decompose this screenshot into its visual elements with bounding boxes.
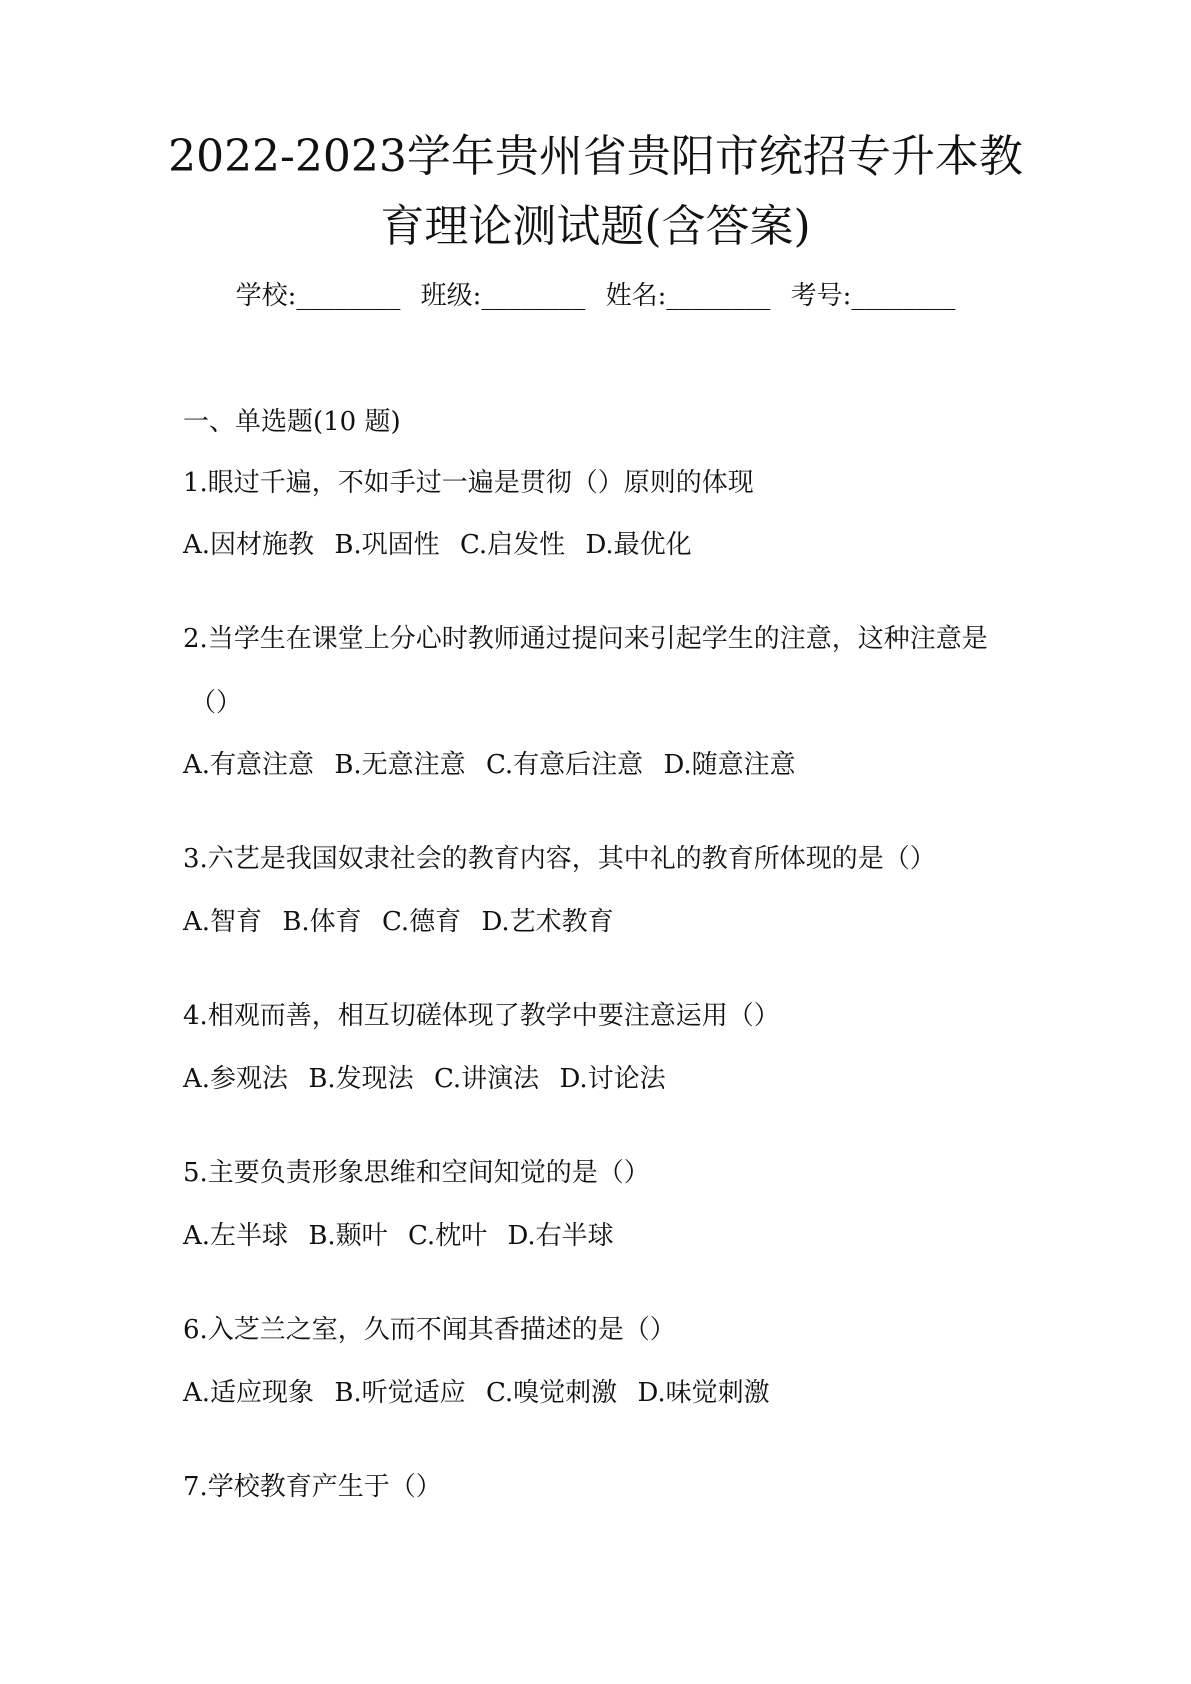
option-a: A.左半球 bbox=[183, 1221, 289, 1251]
option-b: B.听觉适应 bbox=[334, 1378, 466, 1408]
option-a: A.因材施教 bbox=[183, 530, 315, 560]
option-d: D.右半球 bbox=[507, 1221, 614, 1251]
question-stem: 3.六艺是我国奴隶社会的教育内容，其中礼的教育所体现的是（） bbox=[183, 844, 936, 874]
question-options bbox=[183, 525, 704, 565]
option-c: C.枕叶 bbox=[407, 1221, 488, 1251]
option-c: C.讲演法 bbox=[433, 1064, 540, 1094]
question-stem: 5.主要负责形象思维和空间知觉的是（） bbox=[183, 1158, 650, 1188]
school-field: 学校:________ bbox=[235, 281, 401, 311]
question-options bbox=[183, 1216, 626, 1256]
option-b: B.发现法 bbox=[308, 1064, 414, 1094]
option-c: C.德育 bbox=[381, 907, 462, 937]
question-stem: 7.学校教育产生于（） bbox=[183, 1472, 442, 1502]
question-options bbox=[183, 1373, 782, 1413]
option-d: D.艺术教育 bbox=[481, 907, 614, 937]
option-c: C.有意后注意 bbox=[485, 750, 644, 780]
question-options bbox=[183, 1059, 678, 1099]
option-a: A.适应现象 bbox=[183, 1378, 315, 1408]
question-stem: 4.相观而善，相互切磋体现了教学中要注意运用（） bbox=[183, 1001, 780, 1031]
question-stem: 2.当学生在课堂上分心时教师通过提问来引起学生的注意，这种注意是 bbox=[183, 624, 988, 654]
class-field: 班级:________ bbox=[420, 281, 586, 311]
student-info-row bbox=[0, 276, 1191, 316]
title-line-1: 2022-2023学年贵州省贵阳市统招专升本教 bbox=[168, 131, 1023, 182]
option-b: B.体育 bbox=[282, 907, 362, 937]
option-b: B.颞叶 bbox=[308, 1221, 388, 1251]
section-heading: 一、单选题(10 题) bbox=[183, 407, 401, 437]
option-b: B.巩固性 bbox=[334, 530, 440, 560]
exam-number-field: 考号:________ bbox=[790, 281, 956, 311]
question-options bbox=[183, 902, 626, 942]
option-a: A.有意注意 bbox=[183, 750, 315, 780]
title-line-2: 育理论测试题(含答案) bbox=[380, 201, 811, 252]
option-d: D.随意注意 bbox=[663, 750, 796, 780]
option-d: D.讨论法 bbox=[559, 1064, 666, 1094]
question-stem: 1.眼过千遍，不如手过一遍是贯彻（）原则的体现 bbox=[183, 468, 754, 498]
question-options bbox=[183, 745, 808, 785]
option-a: A.智育 bbox=[183, 907, 263, 937]
question-stem: 6.入芝兰之室，久而不闻其香描述的是（） bbox=[183, 1315, 676, 1345]
option-d: D.味觉刺激 bbox=[637, 1378, 770, 1408]
option-d: D.最优化 bbox=[585, 530, 692, 560]
question-stem-continued: （） bbox=[190, 688, 243, 718]
option-c: C.嗅觉刺激 bbox=[485, 1378, 618, 1408]
option-c: C.启发性 bbox=[459, 530, 566, 560]
name-field: 姓名:________ bbox=[605, 281, 771, 311]
option-a: A.参观法 bbox=[183, 1064, 289, 1094]
page-title bbox=[100, 122, 1091, 262]
option-b: B.无意注意 bbox=[334, 750, 466, 780]
